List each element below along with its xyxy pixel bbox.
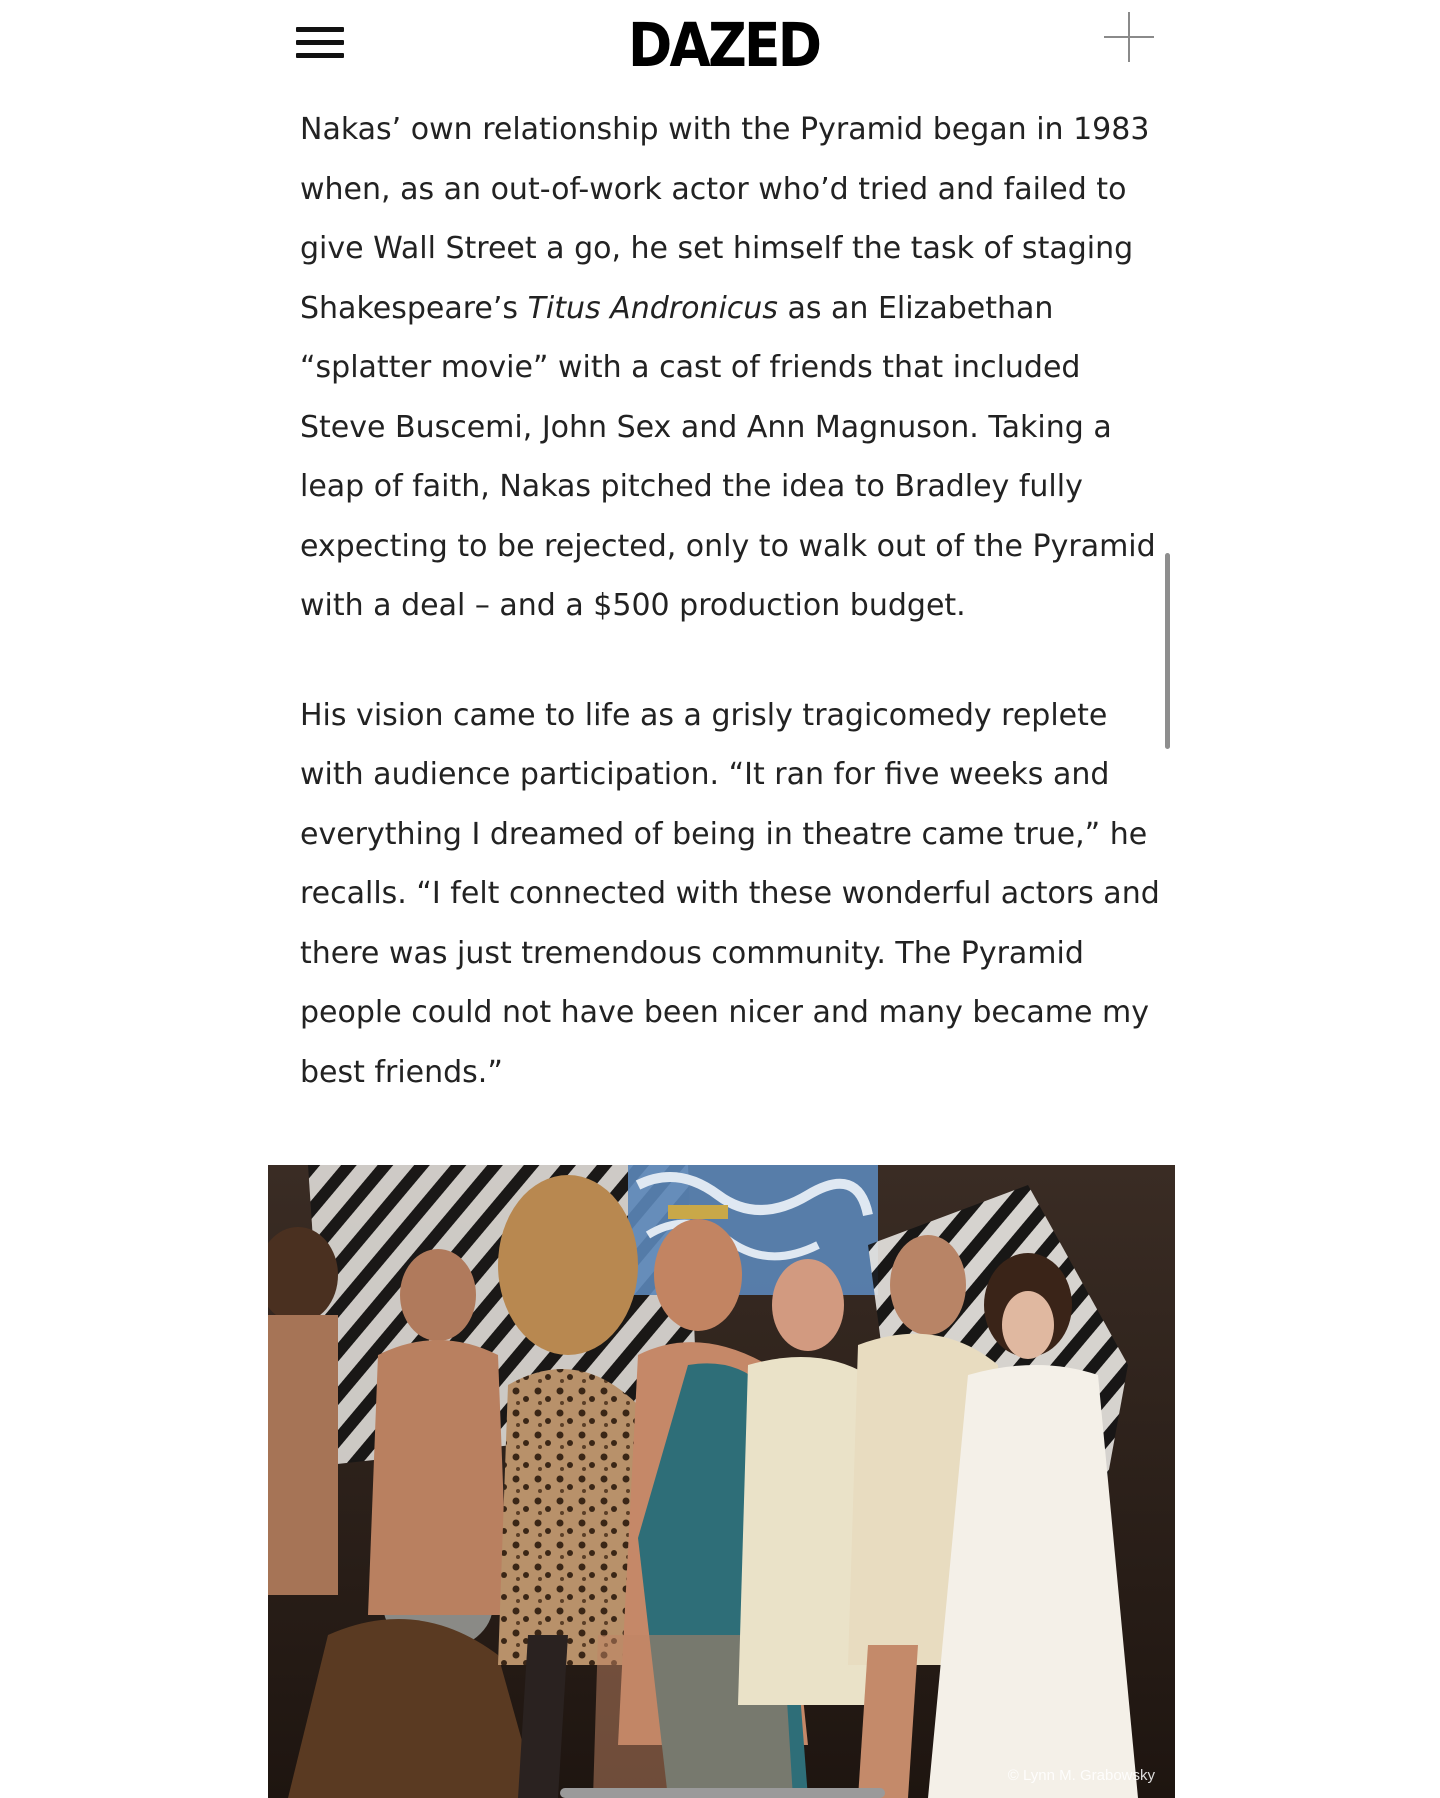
menu-line bbox=[296, 53, 344, 58]
site-logo[interactable]: DAZED bbox=[628, 9, 820, 81]
article-photo bbox=[268, 1165, 1175, 1798]
paragraph-text: as an Elizabethan “splatter movie” with a cast of friends that included Steve Buscemi, John Sex and Ann Magnuson. Taking a leap of faith, Nakas pitched the idea to Bradley fully expecting to be rejected, only to walk out of the Pyramid with a deal – and a $500 production budget. bbox=[300, 290, 1156, 623]
play-title: Titus Andronicus bbox=[527, 290, 778, 326]
hamburger-menu-icon[interactable] bbox=[294, 25, 346, 59]
menu-line bbox=[296, 27, 344, 32]
plus-icon[interactable] bbox=[1102, 10, 1156, 64]
photo-illustration bbox=[268, 1165, 1175, 1798]
article-paragraph bbox=[300, 100, 1160, 636]
site-header bbox=[0, 0, 1440, 92]
photo-credit: © Lynn M. Grabowsky bbox=[1007, 1767, 1155, 1784]
menu-line bbox=[296, 40, 344, 45]
article-body bbox=[300, 100, 1160, 1152]
scrollbar-thumb[interactable] bbox=[1165, 553, 1170, 749]
home-indicator[interactable] bbox=[560, 1788, 885, 1798]
paragraph-text: Nakas’ own relationship with the Pyramid began in 1983 when, as an out-of-work actor who’d tried and failed to give Wall Street a go, he set himself the task of staging Shakespeare’s bbox=[300, 112, 1150, 326]
article-paragraph: His vision came to life as a grisly tragicomedy replete with audience participation. “It ran for five weeks and everything I dreamed of being in theatre came true,” he recalls. “I felt connected with these wonderful actors and there was just tremendous community. The Pyramid people could not have been nicer and many became my best friends.” bbox=[300, 697, 1160, 1090]
